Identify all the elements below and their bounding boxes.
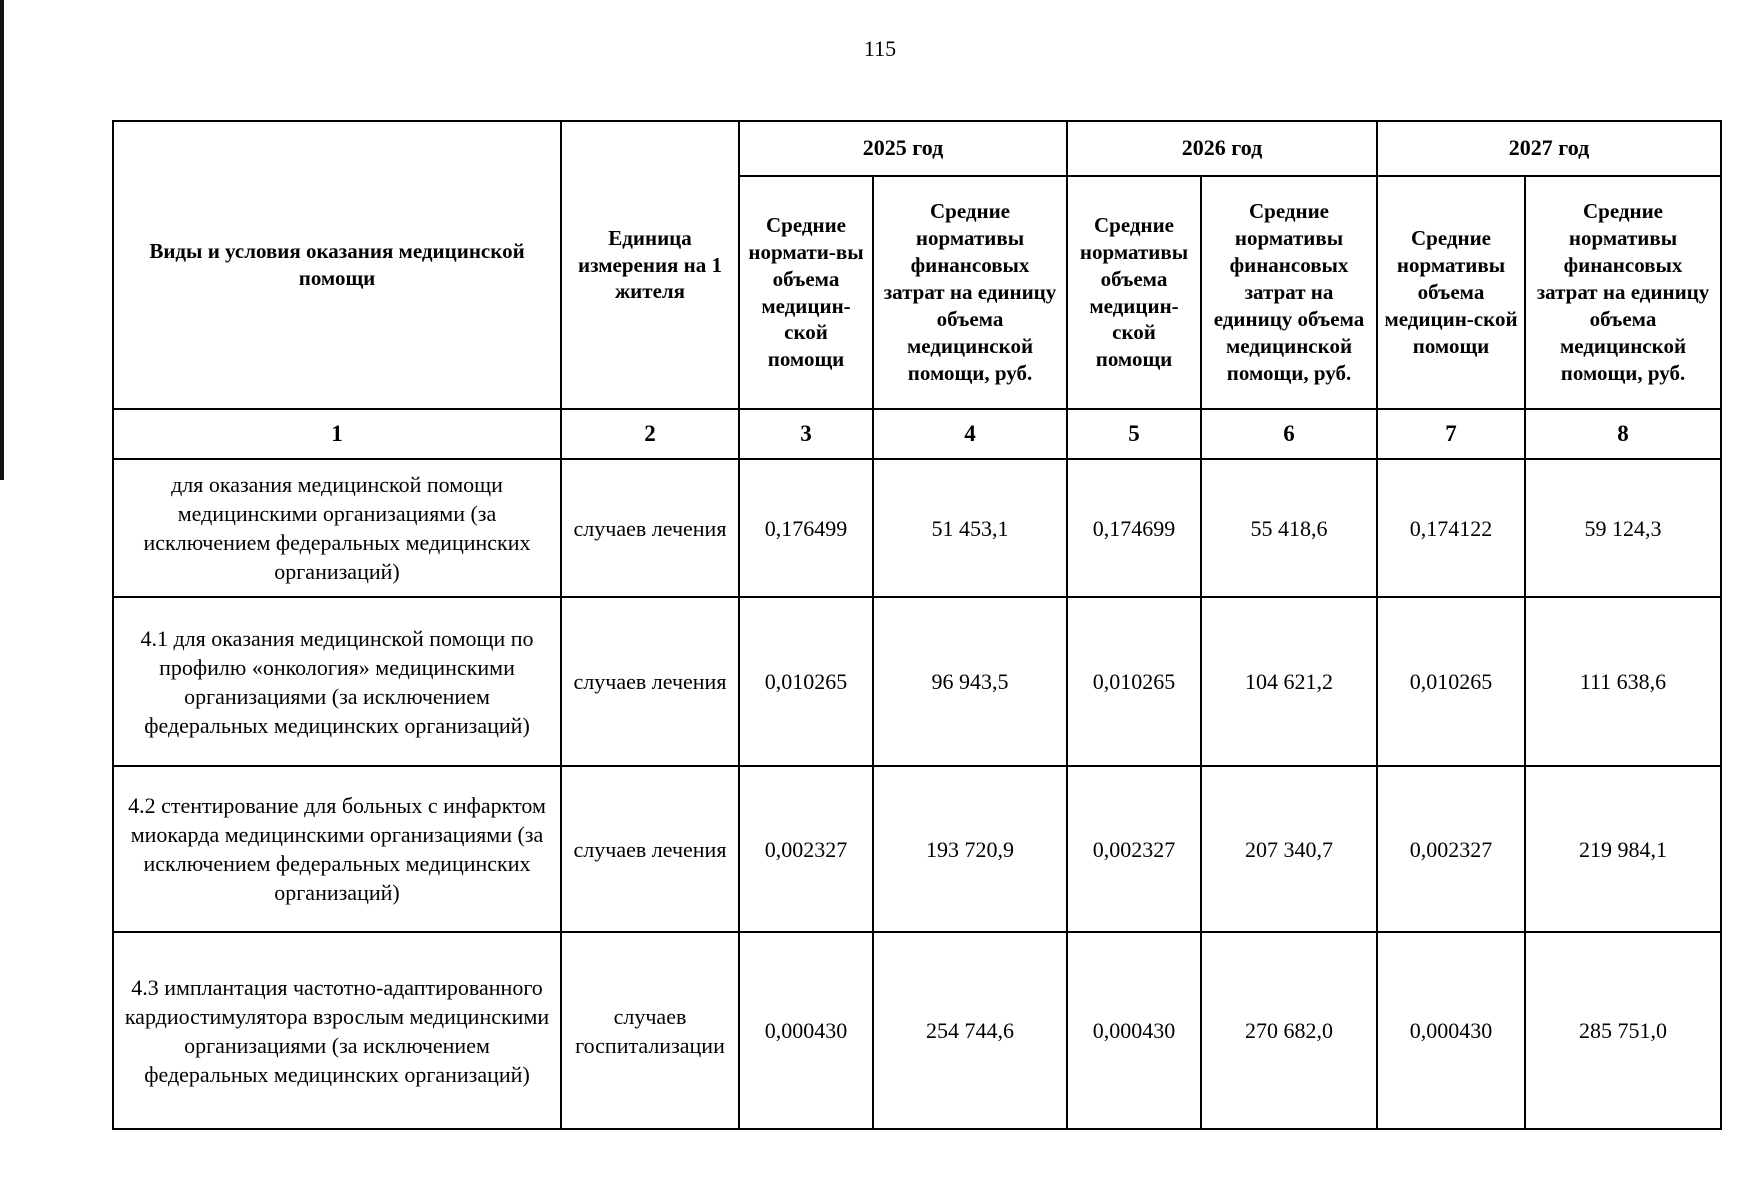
- norms-table: [112, 120, 1722, 1130]
- cost-2027-value: 285 751,0: [1525, 932, 1721, 1129]
- header-care-types: Виды и условия оказания медицинской помощи: [113, 121, 561, 409]
- cost-2027-value: 59 124,3: [1525, 459, 1721, 597]
- column-number: 4: [873, 409, 1067, 459]
- row-unit: случаев лечения: [561, 459, 739, 597]
- cost-2026-value: 270 682,0: [1201, 932, 1377, 1129]
- volume-2026-value: 0,010265: [1067, 597, 1201, 766]
- cost-2027-value: 111 638,6: [1525, 597, 1721, 766]
- column-number: 3: [739, 409, 873, 459]
- header-cost-2027: Средние нормативы финансовых затрат на единицу объема медицинской помощи, руб.: [1525, 176, 1721, 409]
- header-year-2026: 2026 год: [1067, 121, 1377, 176]
- header-cost-2025: Средние нормативы финансовых затрат на единицу объема медицинской помощи, руб.: [873, 176, 1067, 409]
- header-unit: Единица измерения на 1 жителя: [561, 121, 739, 409]
- column-number: 1: [113, 409, 561, 459]
- cost-2026-value: 104 621,2: [1201, 597, 1377, 766]
- volume-2027-value: 0,000430: [1377, 932, 1525, 1129]
- cost-2026-value: 207 340,7: [1201, 766, 1377, 932]
- cost-2025-value: 51 453,1: [873, 459, 1067, 597]
- row-description: 4.2 стентирование для больных с инфарктом миокарда медицинскими организациями (за исключением федеральных медицинских организаций): [113, 766, 561, 932]
- volume-2026-value: 0,174699: [1067, 459, 1201, 597]
- volume-2027-value: 0,174122: [1377, 459, 1525, 597]
- volume-2025-value: 0,002327: [739, 766, 873, 932]
- volume-2026-value: 0,000430: [1067, 932, 1201, 1129]
- column-number: 2: [561, 409, 739, 459]
- header-year-2025: 2025 год: [739, 121, 1067, 176]
- cost-2025-value: 96 943,5: [873, 597, 1067, 766]
- header-year-2027: 2027 год: [1377, 121, 1721, 176]
- row-unit: случаев госпитализации: [561, 932, 739, 1129]
- cost-2025-value: 254 744,6: [873, 932, 1067, 1129]
- cost-2027-value: 219 984,1: [1525, 766, 1721, 932]
- header-volume-2027: Средние нормативы объема медицин-ской помощи: [1377, 176, 1525, 409]
- row-description: 4.1 для оказания медицинской помощи по профилю «онкология» медицинскими организациями (за исключением федеральных медицинских организаций): [113, 597, 561, 766]
- table-row: [113, 766, 1721, 932]
- volume-2027-value: 0,002327: [1377, 766, 1525, 932]
- column-number: 8: [1525, 409, 1721, 459]
- cost-2026-value: 55 418,6: [1201, 459, 1377, 597]
- column-number: 7: [1377, 409, 1525, 459]
- table-row: [113, 459, 1721, 597]
- header-volume-2026: Средние нормативы объема медицин-ской помощи: [1067, 176, 1201, 409]
- volume-2025-value: 0,000430: [739, 932, 873, 1129]
- volume-2026-value: 0,002327: [1067, 766, 1201, 932]
- column-number: 6: [1201, 409, 1377, 459]
- column-number: 5: [1067, 409, 1201, 459]
- header-volume-2025: Средние нормати-вы объема медицин-ской помощи: [739, 176, 873, 409]
- volume-2025-value: 0,176499: [739, 459, 873, 597]
- volume-2027-value: 0,010265: [1377, 597, 1525, 766]
- row-unit: случаев лечения: [561, 766, 739, 932]
- header-cost-2026: Средние нормативы финансовых затрат на единицу объема медицинской помощи, руб.: [1201, 176, 1377, 409]
- table-row: [113, 932, 1721, 1129]
- row-description: 4.3 имплантация частотно-адаптированного кардиостимулятора взрослым медицинскими организациями (за исключением федеральных медицинских организаций): [113, 932, 561, 1129]
- volume-2025-value: 0,010265: [739, 597, 873, 766]
- scan-edge-bar: [0, 0, 4, 480]
- row-description: для оказания медицинской помощи медицинскими организациями (за исключением федеральных медицинских организаций): [113, 459, 561, 597]
- table-row: [113, 597, 1721, 766]
- page-number: 115: [863, 36, 897, 61]
- row-unit: случаев лечения: [561, 597, 739, 766]
- cost-2025-value: 193 720,9: [873, 766, 1067, 932]
